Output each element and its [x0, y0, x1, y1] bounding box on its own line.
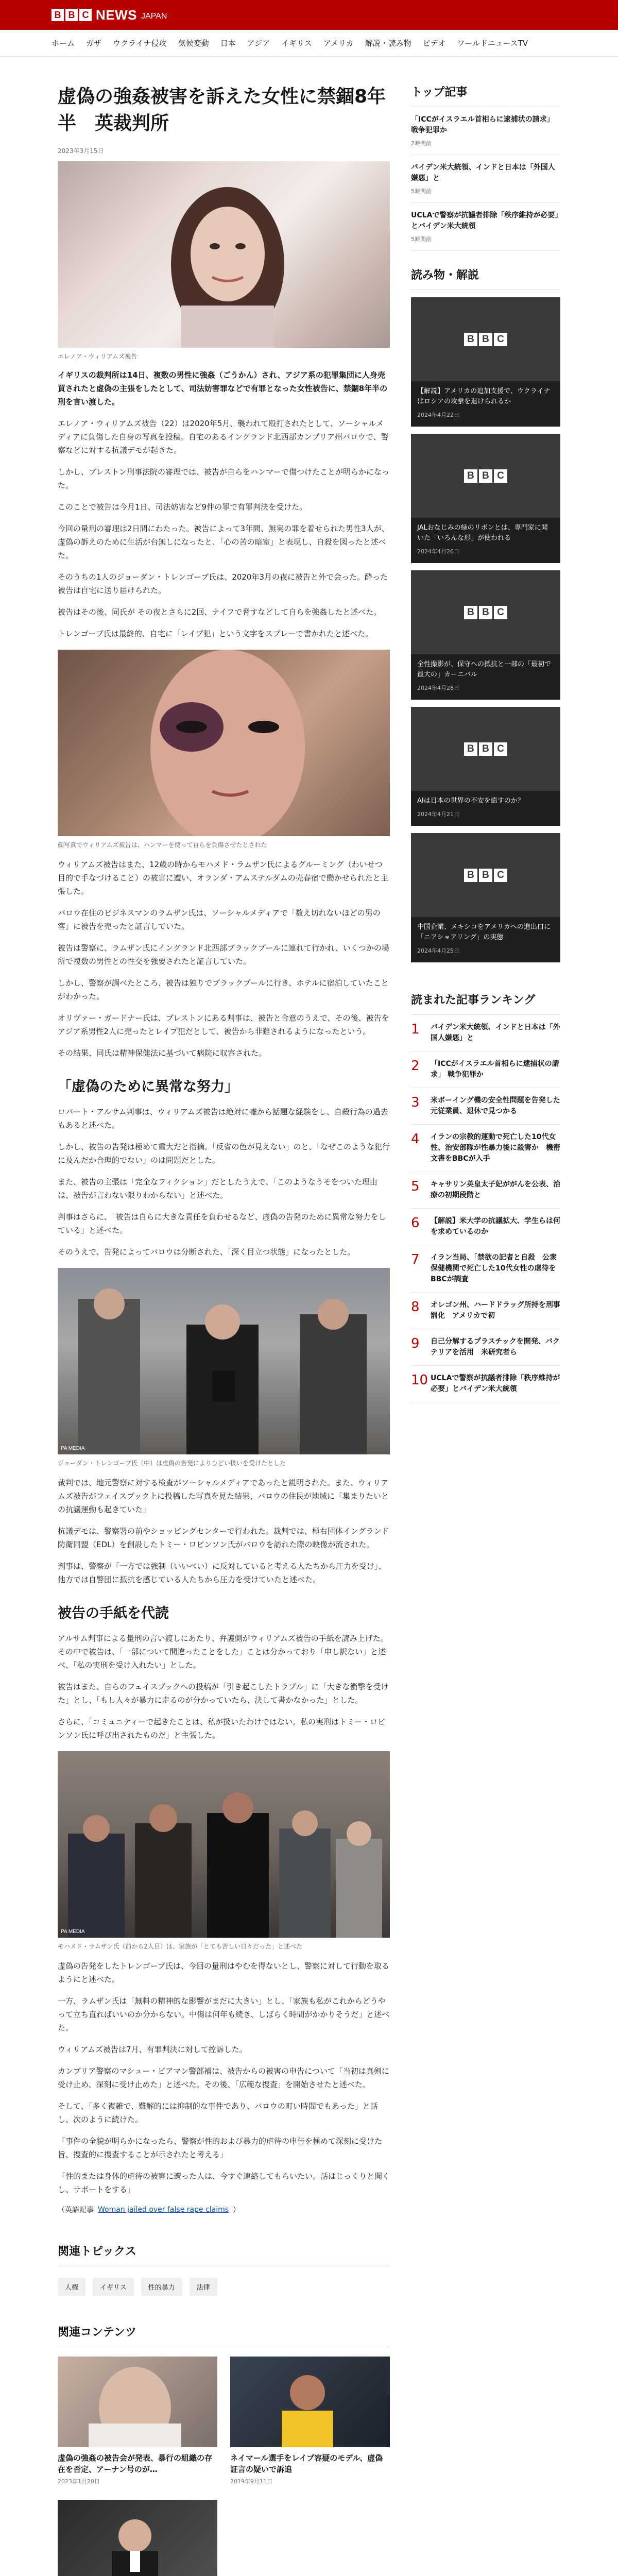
nav-uk[interactable]: イギリス — [281, 39, 312, 48]
rank-number: 5 — [411, 1179, 420, 1194]
section-subhead: 被告の手紙を代読 — [58, 1605, 169, 1621]
top-story-title: 「ICCがイスラエル首相らに逮捕状の請求」 戦争犯罪か — [411, 115, 554, 134]
topic-chip-uk[interactable]: イギリス — [93, 2278, 134, 2296]
ranking-item[interactable] — [411, 1172, 560, 1209]
logo-letter: B — [464, 333, 477, 346]
rank-number: 2 — [411, 1058, 420, 1074]
feature-title: AIは日本の世界の不安を癒すのか？ — [417, 797, 524, 805]
ranking-item[interactable] — [411, 1088, 560, 1125]
ranking-item[interactable] — [411, 1015, 560, 1052]
related-title: ネイマール選手をレイプ容疑のモデル、虚偽証言の疑いで訴追 — [230, 2453, 383, 2474]
logo-letter: B — [52, 9, 64, 21]
topic-chip-law[interactable]: 法律 — [190, 2278, 217, 2296]
nav-asia[interactable]: アジア — [247, 39, 270, 48]
rank-title: 自己分解するプラスチックを開発、バクテリアを活用 米研究者ら — [431, 1337, 560, 1357]
rank-title: 米ボーイング機の安全性問題を告発した元従業員、退休で見つかる — [431, 1096, 560, 1115]
related-card[interactable] — [58, 2500, 217, 2576]
top-stories-title: トップ記事 — [411, 83, 560, 107]
topic-chip-human-rights[interactable]: 人権 — [58, 2278, 85, 2296]
rank-number: 9 — [411, 1336, 420, 1351]
feature-date: 2024年4月26日 — [417, 548, 459, 555]
english-label: （英語記事 — [58, 2206, 94, 2214]
article-paragraph: 虚偽の告発をしたトレンゴーブ氏は、今回の量刑はやむを得ないとし、警察に対して行動を取るようにと述べた。 — [58, 1961, 389, 1984]
bbc-placeholder-logo — [464, 606, 507, 619]
feature-date: 2024年4月25日 — [417, 947, 459, 954]
injured-face-illustration — [58, 650, 390, 836]
bbc-placeholder-logo — [464, 469, 507, 483]
related-title: 虚偽の強姦の被告会が発表、暴行の組織の存在を否定、アーナン号のが… — [58, 2453, 213, 2474]
article-lead: イギリスの裁判所は14日、複数の男性に強姦（ごうかん）され、アジア系の犯罪集団に人身売買されたと虚偽の主張をしたとして、司法妨害罪などで有罪となった女性被告に、禁錮8年半の刑を言い渡した。 — [58, 370, 388, 406]
top-story-item[interactable] — [411, 155, 560, 203]
related-content-grid — [58, 2357, 390, 2576]
related-card[interactable] — [58, 2357, 217, 2485]
feature-title: 中国企業、メキシコをアメリカへの進出口に 「ニアショアリング」の実態 — [417, 923, 551, 941]
logo-letter: B — [464, 469, 477, 483]
topic-chip-sexual-violence[interactable]: 性的暴力 — [141, 2278, 182, 2296]
woman-portrait-illustration — [58, 161, 390, 348]
nav-features[interactable]: 解説・読み物 — [365, 39, 411, 48]
related-date: 2019年9月11日 — [230, 2478, 272, 2485]
article-column — [58, 83, 390, 2576]
publish-date: 2023年3月15日 — [58, 147, 104, 155]
photo-caption: ジョーダン・トレンゴーブ氏（中）は虚偽の告発によりひどい扱いを受けたとした — [58, 1460, 286, 1467]
bbc-placeholder-logo — [464, 869, 507, 882]
article-paragraph: また、被告の主張は「完全なフィクション」だとしたうえで、「このようなうそをついた理由は、被告が言わない限りわからない」と述べた。 — [58, 1177, 377, 1200]
top-story-date: 5時間前 — [411, 188, 432, 195]
related-date: 2023年1月20日 — [58, 2478, 100, 2485]
article-paragraph: 判事は、警察が「一方では強制（いいべい）に反対していると考える人たちから圧力を受け」、他方では自警団に抵抗を感じている人たちから圧力を受けていたと述べた。 — [58, 1562, 386, 1584]
article-paragraph: その結果、同氏は精神保健法に基づいて病院に収容された。 — [58, 1048, 267, 1058]
nav-home[interactable]: ホーム — [52, 39, 75, 48]
article-paragraph: そのうちの1人のジョーダン・トレンゴーブ氏は、2020年3月の夜に被告と外で会った。酔った被告は自宅に送り届けられた。 — [58, 572, 388, 595]
rank-number: 4 — [411, 1131, 420, 1147]
rank-title: UCLAで警察が抗議者排除「秩序維持が必要」とバイデン米大統領 — [431, 1374, 560, 1393]
ranking-item[interactable] — [411, 1329, 560, 1366]
feature-date: 2024年4月21日 — [417, 811, 459, 818]
english-article-link[interactable]: Woman jailed over false rape claims — [98, 2206, 229, 2214]
figure-injury — [58, 650, 390, 850]
logo-letter: B — [464, 869, 477, 882]
logo-letter: C — [494, 469, 507, 483]
feature-date: 2024年4月22日 — [417, 412, 459, 418]
rank-title: バイデン米大統領、インドと日本は「外国人嫌悪」と — [431, 1023, 560, 1042]
logo-region[interactable]: JAPAN — [141, 12, 167, 21]
related-card[interactable] — [230, 2357, 390, 2485]
feature-title: 【解説】アメリカの追加支援で、ウクライナはロシアの攻撃を退けられるか — [417, 387, 551, 405]
nav-japan[interactable]: 日本 — [220, 39, 236, 48]
ranking-item[interactable] — [411, 1293, 560, 1329]
feature-card[interactable] — [411, 297, 560, 427]
feature-thumb — [411, 707, 560, 791]
feature-card[interactable] — [411, 570, 560, 700]
nav-gaza[interactable]: ガザ — [86, 39, 102, 48]
figure-lead — [58, 161, 390, 361]
site-header — [0, 0, 618, 30]
logo-letter: C — [79, 9, 92, 21]
rank-number: 1 — [411, 1022, 420, 1037]
rank-number: 3 — [411, 1095, 420, 1110]
article-headline: 虚偽の強姦被害を訴えた女性に禁錮8年半 英裁判所 — [58, 86, 386, 134]
feature-thumb — [411, 297, 560, 381]
article-paragraph: ロバート・アルサム判事は、ウィリアムズ被告は絶対に嘘から話題な経験をし、自殺行為の過去もあると述べた。 — [58, 1107, 388, 1130]
feature-card[interactable] — [411, 707, 560, 826]
feature-thumb — [411, 570, 560, 654]
logo-letter: B — [464, 606, 477, 619]
article-paragraph: そして、「多く複雑で、難解的には抑制的な事件であり、バロウの町い時間でもあった」と話し、次のように続けた。 — [58, 2102, 378, 2124]
article-paragraph: 被告はまた、自らのフェイスブックへの投稿が「引き起こしたトラブル」に「大きな衝撃を受けた」とし、「もし人々が暴力に走るのが分かっていたら、決して書かなかった」とした。 — [58, 1682, 389, 1705]
logo-letter: B — [464, 742, 477, 756]
press-photo — [58, 1268, 390, 1454]
feature-text-wrap — [411, 654, 560, 700]
page-body — [0, 57, 618, 2576]
figure-family — [58, 1751, 390, 1951]
ranking-item[interactable] — [411, 1366, 560, 1402]
rank-number: 7 — [411, 1252, 420, 1267]
rank-title: オレゴン州、ハードドラッグ所持を刑事罰化 アメリカで初 — [431, 1301, 560, 1320]
figure-press — [58, 1268, 390, 1468]
article-paragraph: 一方、ラムザン氏は「無料の精神的な影響がまだに大きい」とし、「家族も私がこれからどうやって立ち直ればいいのか分からない。中傷は何年も続き、しばらく時間がかかりそうだ」と述べた。 — [58, 1996, 390, 2032]
bbc-placeholder-logo — [464, 333, 507, 346]
bbc-logo[interactable] — [52, 9, 92, 21]
logo-letter: B — [479, 333, 492, 346]
feature-title: JALおなじみの緑のリボンとは、専門家に聞いた「いろんな形」が使われる — [417, 524, 548, 542]
nav-ukraine[interactable]: ウクライナ侵攻 — [113, 39, 167, 48]
image-credit: PA MEDIA — [61, 1446, 85, 1451]
features-title: 読み物・解説 — [411, 266, 560, 290]
top-story-date: 2時間前 — [411, 140, 432, 147]
feature-thumb — [411, 434, 560, 518]
article-paragraph: 裁判では、地元警察に対する検査がソーシャルメディアであったと説明された。また、ウィリアムズ被告がフェイスブック上に投稿した写真を見た結果、バロウの住民が地域に「集まりたいとの抗議運動も起きていた」 — [58, 1478, 389, 1514]
article-paragraph: ウィリアムズ被告はまた、12歳の時からモハメド・ラムザン氏によるグルーミング（わいせつ目的で手なづけること）の被害に遭い、オランダ・アムステルダムの売春宿で働かせられたと主張した。 — [58, 860, 388, 896]
article-paragraph: しかし、被告の告発は極めて重大だと指摘。「反省の色が見えない」のと、「なぜこのような犯行に及んだか合理的でない」のは問題だとした。 — [58, 1142, 390, 1165]
related-thumb-illustration — [230, 2357, 390, 2447]
logo-letter: B — [479, 469, 492, 483]
rank-title: イランの宗教的運動で死亡した10代女性、治安部隊が性暴力後に殺害か 機密文書をBBCが入手 — [431, 1133, 560, 1163]
rank-title: イラン当局、「禁欲の記者と自殺 公衆保健機関で死亡した10代女性の虐待をBBCが調査 — [431, 1253, 557, 1283]
logo-letter: C — [494, 606, 507, 619]
lead-photo — [58, 161, 390, 348]
nav-video[interactable]: ビデオ — [422, 39, 446, 48]
article-paragraph: しかし、プレストン刑事法院の審理では、被告が自らをハンマーで傷つけたことが明らかになった。 — [58, 467, 389, 490]
related-thumb — [230, 2357, 390, 2447]
related-thumb-illustration — [58, 2500, 217, 2576]
article-paragraph: 今回の量刑の審理は2日間にわたった。被告によって3年間、無実の罪を着せられた男性3人が、虚偽の訴えのために生活が台無しになったと、「心の苦の暗室」と表現し、自殺を図ったと述べた。 — [58, 524, 389, 560]
rank-title: キャサリン英皇太子妃ががんを公表、治療の初期段階と — [431, 1180, 560, 1199]
top-story-item[interactable] — [411, 107, 560, 155]
section-subhead: 「虚偽のために異常な努力」 — [58, 1079, 238, 1095]
article-paragraph: アルサム判事による量刑の言い渡しにあたり、弁護側がウィリアムズ被告の手紙を読み上げた。その中で被告は、「一部について間違ったことをした」ことは分かっており「申し訳ない」と述べ、「私の実刑を受け入れたい」とした。 — [58, 1634, 388, 1670]
related-thumb-illustration — [58, 2357, 217, 2447]
family-group-illustration — [58, 1751, 390, 1938]
logo-letter: B — [479, 742, 492, 756]
ranking-item[interactable] — [411, 1209, 560, 1245]
article-paragraph: 被告は警察に、ラムザン氏にイングランド北西部ブラックプールに連れて行かれ、いくつかの場所で複数の男性との性交を強要されたと証言していた。 — [58, 943, 389, 966]
article-paragraph: 「性的または身体的虐待の被害に遭った人は、今すぐ連絡してもらいたい。話はじっくりと聞くし、サポートをする」 — [58, 2172, 390, 2194]
photo-caption: エレノア・ウィリアムズ被告 — [58, 353, 137, 360]
image-credit: PA MEDIA — [61, 1929, 85, 1935]
logo-letter: B — [479, 869, 492, 882]
logo-letter: C — [494, 333, 507, 346]
top-story-item[interactable] — [411, 203, 560, 251]
nav-worldnews-tv[interactable]: ワールドニュースTV — [457, 39, 528, 48]
top-story-date: 5時間前 — [411, 236, 432, 243]
logo-letter: B — [65, 9, 78, 21]
rank-title: 【解説】米大学の抗議拡大、学生らは何を求めているのか — [431, 1217, 560, 1236]
feature-text-wrap — [411, 381, 560, 427]
photo-caption: 顔写真でウィリアムズ被告は、ハンマーを使って自らを負傷させたとされた — [58, 841, 267, 849]
logo-news[interactable]: NEWS — [96, 7, 137, 23]
article-paragraph: 「事件の全貌が明らかになったら、警察が性的および暴力的虐待の申告を極めて深刻に受けた旨、捜査的に捜査することが示されたと考える」 — [58, 2137, 383, 2159]
men-at-press-illustration — [58, 1268, 390, 1454]
related-thumb — [58, 2500, 217, 2576]
logo-letter: B — [479, 606, 492, 619]
article-paragraph: さらに、「コミュニティーで起きたことは、私が扱いたわけではない。私の実刑はトミー・ロビンソン氏に呼び出されたものだ」と主張した。 — [58, 1717, 386, 1740]
rank-number: 6 — [411, 1215, 420, 1231]
english-close: ） — [233, 2206, 241, 2214]
feature-card[interactable] — [411, 833, 560, 962]
feature-text-wrap — [411, 917, 560, 962]
article-paragraph: そのうえで、告発によってバロウは分断された、「深く目立つ状態」になったとした。 — [58, 1247, 355, 1257]
article-paragraph: このことで被告は今月1日、司法妨害など9件の罪で有罪判決を受けた。 — [58, 502, 307, 512]
family-photo — [58, 1751, 390, 1938]
nav-us[interactable]: アメリカ — [323, 39, 354, 48]
top-story-title: バイデン米大統領、インドと日本は「外国人嫌悪」と — [411, 163, 555, 182]
related-thumb — [58, 2357, 217, 2447]
article-paragraph: バロウ在住のビジネスマンのラムザン氏は、ソーシャルメディアで「数え切れないほどの男の客」に被告を売ったと証言していた。 — [58, 908, 381, 931]
injury-photo — [58, 650, 390, 836]
rank-number: 8 — [411, 1299, 420, 1315]
main-nav — [0, 30, 618, 57]
article-paragraph: ウィリアムズ被告は7月、有罪判決に対して控訴した。 — [58, 2045, 247, 2054]
top-story-title: UCLAで警察が抗議者排除「秩序維持が必要」とバイデン米大統領 — [411, 211, 559, 230]
rank-title: 「ICCがイスラエル首相らに逮捕状の請求」 戦争犯罪か — [431, 1060, 559, 1079]
rank-number: 10 — [411, 1372, 428, 1388]
article-paragraph: しかし、警察が調べたところ、被告は独りでブラックプールに行き、ホテルに宿泊していたことがわかった。 — [58, 978, 389, 1001]
nav-climate[interactable]: 気候変動 — [178, 39, 209, 48]
logo-letter: C — [494, 742, 507, 756]
article-paragraph: オリヴァー・ガードナー氏は、プレストンにある判事は、被告と合意のうえで、その後、被告をアジア系男性2人に売ったとレイプ犯だとして、被告から非難されるようになったという。 — [58, 1013, 389, 1036]
ranking-title: 読まれた記事ランキング — [411, 991, 560, 1015]
related-content-title: 関連コンテンツ — [58, 2324, 390, 2347]
bbc-placeholder-logo — [464, 742, 507, 756]
sidebar — [411, 83, 560, 1402]
english-source-row — [58, 2205, 390, 2215]
ranking-item[interactable] — [411, 1245, 560, 1293]
ranking-item[interactable] — [411, 1125, 560, 1172]
feature-text-wrap — [411, 791, 560, 826]
article-paragraph: カンブリア警察のマシュー・ピアマン警部補は、被告からの被害の申告について「当初は真剣に受け止め、深刻に受け止めた」と述べた。その後、「広範な捜査」を開始させたと述べた。 — [58, 2066, 389, 2089]
article-paragraph: トレンゴーブ氏は最終的、自宅に「レイプ犯」という文字をスプレーで書かれたと述べた。 — [58, 629, 373, 638]
feature-card[interactable] — [411, 434, 560, 563]
feature-text-wrap — [411, 518, 560, 563]
ranking-item[interactable] — [411, 1052, 560, 1088]
article-paragraph: エレノア・ウィリアムズ被告（22）は2020年5月、襲われて殴打されたとして、ソーシャルメディアに負傷した自身の写真を投稿。自宅のあるイングランド北西部カンブリア州バロウで、警察などに対する抗議デモが起きた。 — [58, 419, 389, 455]
article-paragraph: 判事はさらに、「被告は自らに大きな責任を負わせるなど、虚偽の告発のために異常な努力をしている」と述べた。 — [58, 1212, 386, 1235]
photo-caption: モハメド・ラムザン氏（前から2人目）は、家族が「とても苦しい日々だった」と述べた — [58, 1943, 303, 1950]
feature-thumb — [411, 833, 560, 917]
related-topics-list — [58, 2278, 390, 2296]
feature-date: 2024年4月28日 — [417, 685, 459, 691]
article-paragraph: 抗議デモは、警察署の前やショッピングセンターで行われた。裁判では、極右団体イングランド防衛同盟（EDL）を創設したトミー・ロビンソン氏がバロウを訪れた際の映像が流された。 — [58, 1527, 389, 1549]
logo-letter: C — [494, 869, 507, 882]
feature-title: 全性撮影が、保守への抵抗と一部の「最初で最大の」カーニバル — [417, 660, 552, 679]
related-topics-title: 関連トピックス — [58, 2243, 390, 2266]
article-paragraph: 被告はその後、同氏が その夜とさらに2回、ナイフで脅すなどして自らを強姦したと述べた。 — [58, 607, 382, 617]
